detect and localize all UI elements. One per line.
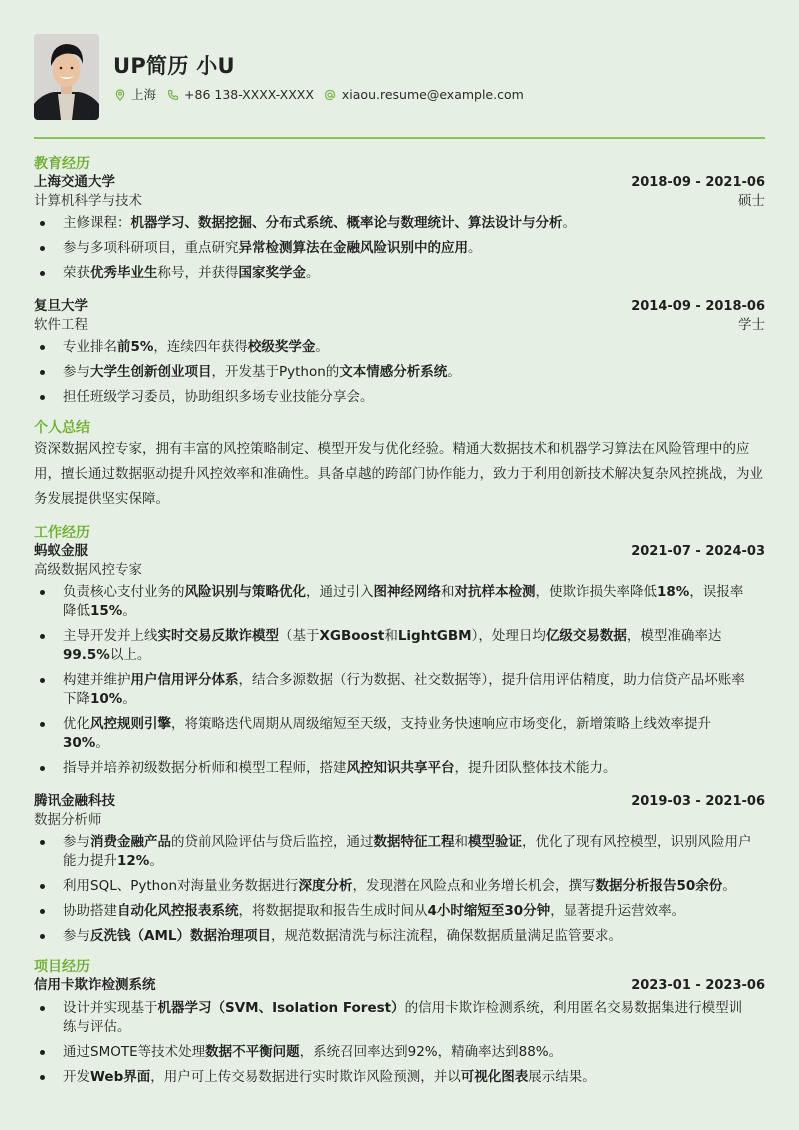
highlight-text: 深度分析 bbox=[298, 878, 353, 894]
major: 软件工程 bbox=[34, 317, 88, 333]
contact-phone-text: +86 138-XXXX-XXXX bbox=[184, 86, 314, 102]
bullet-list bbox=[34, 583, 765, 778]
degree: 学士 bbox=[738, 317, 765, 333]
job-role: 数据分析师 bbox=[34, 812, 102, 828]
bullet-text: ，提升团队整体技术能力。 bbox=[454, 760, 617, 776]
header-info bbox=[113, 50, 534, 103]
highlight-text: 对抗样本检测 bbox=[454, 584, 536, 600]
bullet-list bbox=[34, 999, 765, 1087]
bullet-text: ，将策略迭代周期从周级缩短至天级，支持业务快速响应市场变化，新增策略上线效率提升 bbox=[171, 716, 711, 732]
company-name: 蚂蚁金服 bbox=[34, 543, 88, 559]
highlight-text: 机器学习（SVM、Isolation Forest） bbox=[157, 1000, 405, 1016]
bullet-text: 。 bbox=[122, 691, 136, 707]
highlight-text: 自动化风控报表系统 bbox=[117, 903, 239, 919]
bullet-item bbox=[34, 1068, 765, 1087]
contact-location bbox=[113, 86, 156, 104]
highlight-text: 18% bbox=[657, 584, 690, 600]
bullet-text: 主导开发并上线 bbox=[63, 628, 158, 644]
degree: 硕士 bbox=[738, 193, 765, 209]
bullet-list bbox=[34, 833, 765, 946]
candidate-name: UP简历 小U bbox=[113, 54, 235, 79]
highlight-text: 文本情感分析系统 bbox=[339, 364, 448, 380]
education-date: 2014-09 - 2018-06 bbox=[631, 299, 765, 314]
work-date: 2021-07 - 2024-03 bbox=[631, 544, 765, 559]
bullet-text: 。 bbox=[122, 603, 136, 619]
contact-phone[interactable] bbox=[166, 86, 314, 104]
job-role: 高级数据风控专家 bbox=[34, 562, 142, 578]
bullet-text: 和 bbox=[454, 834, 468, 850]
section-title-summary: 个人总结 bbox=[34, 420, 90, 436]
bullet-text: 。 bbox=[447, 364, 461, 380]
bullet-item bbox=[34, 338, 765, 357]
major: 计算机科学与技术 bbox=[34, 193, 142, 209]
bullet-list bbox=[34, 338, 765, 407]
bullet-item bbox=[34, 239, 765, 258]
projects-section bbox=[34, 958, 765, 1087]
bullet-text: 荣获 bbox=[63, 265, 90, 281]
bullet-item bbox=[34, 999, 765, 1037]
bullet-item bbox=[34, 877, 765, 896]
highlight-text: 30% bbox=[63, 735, 96, 751]
highlight-text: 风险识别与策略优化 bbox=[184, 584, 306, 600]
bullet-text: ，结合多源数据（行为数据、社交数据等），提升信用评估精度，助力信贷产品坏账率下降 bbox=[63, 672, 745, 707]
bullet-text: ，开发基于Python的 bbox=[211, 364, 340, 380]
highlight-text: 校级奖学金 bbox=[247, 339, 316, 355]
bullet-item bbox=[34, 388, 765, 407]
bullet-text: 。 bbox=[468, 240, 482, 256]
bullet-item bbox=[34, 583, 765, 621]
avatar bbox=[34, 34, 99, 120]
school-name: 上海交通大学 bbox=[34, 174, 115, 190]
bullet-text: 展示结果。 bbox=[528, 1069, 596, 1085]
bullet-text: ，系统召回率达到92%，精确率达到88%。 bbox=[299, 1044, 563, 1060]
highlight-text: 数据特征工程 bbox=[373, 834, 455, 850]
bullet-text: ，将数据提取和报告生成时间从 bbox=[238, 903, 428, 919]
work-entry bbox=[34, 542, 765, 778]
bullet-list bbox=[34, 214, 765, 283]
bullet-text: ，使欺诈损失率降低 bbox=[535, 584, 657, 600]
bullet-text: ，规范数据清洗与标注流程，确保数据质量满足监管要求。 bbox=[270, 928, 622, 944]
bullet-text: 协助搭建 bbox=[63, 903, 117, 919]
bullet-item bbox=[34, 715, 765, 753]
bullet-text: ，用户可上传交易数据进行实时欺诈风险预测，并以 bbox=[150, 1069, 461, 1085]
highlight-text: 异常检测算法在金融风险识别中的应用 bbox=[238, 240, 468, 256]
bullet-item bbox=[34, 1043, 765, 1062]
bullet-text: 称号，并获得 bbox=[157, 265, 239, 281]
bullet-text: 参与 bbox=[63, 928, 90, 944]
bullet-item bbox=[34, 927, 765, 946]
contact-email-text: xiaou.resume@example.com bbox=[341, 86, 524, 102]
school-name: 复旦大学 bbox=[34, 298, 88, 314]
bullet-text: 参与 bbox=[63, 834, 90, 850]
bullet-text: ，显著提升运营效率。 bbox=[550, 903, 686, 919]
company-name: 腾讯金融科技 bbox=[34, 793, 115, 809]
bullet-text: 负责核心支付业务的 bbox=[63, 584, 185, 600]
highlight-text: 99.5% bbox=[63, 647, 110, 663]
highlight-text: 机器学习、数据挖掘、分布式系统、概率论与数理统计、算法设计与分析 bbox=[130, 215, 563, 231]
bullet-text: 和 bbox=[441, 584, 455, 600]
bullet-text: 。 bbox=[315, 339, 329, 355]
bullet-item bbox=[34, 363, 765, 382]
highlight-text: 国家奖学金 bbox=[238, 265, 306, 281]
contact-email[interactable] bbox=[324, 86, 524, 104]
bullet-text: 以上。 bbox=[109, 647, 151, 663]
highlight-text: 4小时缩短至30分钟 bbox=[427, 903, 551, 919]
highlight-text: 消费金融产品 bbox=[90, 834, 171, 850]
highlight-text: 反洗钱（AML）数据治理项目 bbox=[90, 928, 271, 944]
bullet-text: 构建并维护 bbox=[63, 672, 131, 688]
phone-icon bbox=[166, 88, 179, 101]
highlight-text: 前5% bbox=[117, 339, 154, 355]
section-title-education: 教育经历 bbox=[34, 156, 90, 172]
bullet-text: ，优化了现有风控模型，识别风险用户能力提升 bbox=[63, 834, 752, 869]
highlight-text: XGBoost bbox=[319, 628, 385, 644]
portrait-photo-icon bbox=[34, 34, 99, 120]
highlight-text: 亿级交易数据 bbox=[545, 628, 627, 644]
highlight-text: 风控规则引擎 bbox=[90, 716, 171, 732]
resume-header bbox=[34, 34, 765, 120]
bullet-text: 主修课程： bbox=[63, 215, 131, 231]
bullet-text: （基于 bbox=[279, 628, 320, 644]
education-section bbox=[34, 155, 765, 407]
highlight-text: 模型验证 bbox=[468, 834, 522, 850]
project-date: 2023-01 - 2023-06 bbox=[631, 978, 765, 993]
education-date: 2018-09 - 2021-06 bbox=[631, 175, 765, 190]
bullet-text: 利用SQL、Python对海量业务数据进行 bbox=[63, 878, 299, 894]
bullet-text: 开发 bbox=[63, 1069, 90, 1085]
work-entry bbox=[34, 792, 765, 946]
summary-section bbox=[34, 419, 765, 512]
section-title-projects: 项目经历 bbox=[34, 959, 90, 975]
highlight-text: 实时交易反欺诈模型 bbox=[157, 628, 279, 644]
highlight-text: 优秀毕业生 bbox=[90, 265, 158, 281]
bullet-item bbox=[34, 833, 765, 871]
work-date: 2019-03 - 2021-06 bbox=[631, 794, 765, 809]
bullet-item bbox=[34, 671, 765, 709]
bullet-text: 设计并实现基于 bbox=[63, 1000, 158, 1016]
bullet-text: 。 bbox=[722, 878, 736, 894]
bullet-text: 专业排名 bbox=[63, 339, 117, 355]
contact-location-text: 上海 bbox=[131, 86, 157, 102]
highlight-text: 数据分析报告50余份 bbox=[595, 878, 723, 894]
highlight-text: 用户信用评分体系 bbox=[130, 672, 239, 688]
highlight-text: 15% bbox=[90, 603, 123, 619]
highlight-text: 数据不平衡问题 bbox=[205, 1044, 300, 1060]
bullet-text: ，发现潜在风险点和业务增长机会，撰写 bbox=[352, 878, 596, 894]
education-entry bbox=[34, 173, 765, 283]
bullet-text: 和 bbox=[384, 628, 398, 644]
bullet-text: 。 bbox=[149, 853, 163, 869]
highlight-text: LightGBM bbox=[397, 628, 472, 644]
project-entry bbox=[34, 976, 765, 1087]
bullet-text: 的信用卡欺诈检测系统，利用匿名交易数据集进行模型训练与评估。 bbox=[63, 1000, 743, 1035]
bullet-text: 指导并培养初级数据分析师和模型工程师，搭建 bbox=[63, 760, 347, 776]
bullet-item bbox=[34, 214, 765, 233]
header-divider bbox=[34, 137, 765, 139]
bullet-text: 通过SMOTE等技术处理 bbox=[63, 1044, 206, 1060]
at-sign-icon bbox=[324, 88, 337, 101]
education-entry bbox=[34, 297, 765, 407]
contact-list bbox=[113, 86, 534, 104]
bullet-item bbox=[34, 627, 765, 665]
highlight-text: 10% bbox=[90, 691, 123, 707]
bullet-item bbox=[34, 759, 765, 778]
location-pin-icon bbox=[113, 88, 126, 101]
bullet-text: ），处理日均 bbox=[471, 628, 546, 644]
bullet-text: 优化 bbox=[63, 716, 90, 732]
highlight-text: 12% bbox=[117, 853, 150, 869]
bullet-item bbox=[34, 264, 765, 283]
bullet-text: 。 bbox=[306, 265, 320, 281]
highlight-text: 风控知识共享平台 bbox=[346, 760, 455, 776]
bullet-text: 。 bbox=[95, 735, 109, 751]
summary-text: 资深数据风控专家，拥有丰富的风控策略制定、模型开发与优化经验。精通大数据技术和机器学习算法在风险管理中的应用，擅长通过数据驱动提升风控效率和准确性。具备卓越的跨部门协作能力，致力于利用创新技术解决复杂风控挑战，为业务发展提供坚实保障。 bbox=[34, 441, 763, 507]
bullet-text: ，模型准确率达 bbox=[626, 628, 722, 644]
highlight-text: 大学生创新创业项目 bbox=[90, 364, 212, 380]
bullet-text: ，连续四年获得 bbox=[153, 339, 248, 355]
section-title-work: 工作经历 bbox=[34, 525, 90, 541]
bullet-text: 担任班级学习委员，协助组织多场专业技能分享会。 bbox=[63, 389, 374, 405]
bullet-text: 。 bbox=[562, 215, 576, 231]
highlight-text: 可视化图表 bbox=[460, 1069, 529, 1085]
highlight-text: 图神经网络 bbox=[373, 584, 441, 600]
bullet-text: ，通过引入 bbox=[306, 584, 374, 600]
bullet-text: 的贷前风险评估与贷后监控，通过 bbox=[171, 834, 374, 850]
highlight-text: Web界面 bbox=[90, 1069, 151, 1085]
bullet-text: ，误报率降低 bbox=[63, 584, 744, 619]
bullet-text: 参与 bbox=[63, 364, 90, 380]
bullet-text: 参与多项科研项目，重点研究 bbox=[63, 240, 239, 256]
work-section bbox=[34, 524, 765, 946]
bullet-item bbox=[34, 902, 765, 921]
project-name: 信用卡欺诈检测系统 bbox=[34, 977, 156, 993]
